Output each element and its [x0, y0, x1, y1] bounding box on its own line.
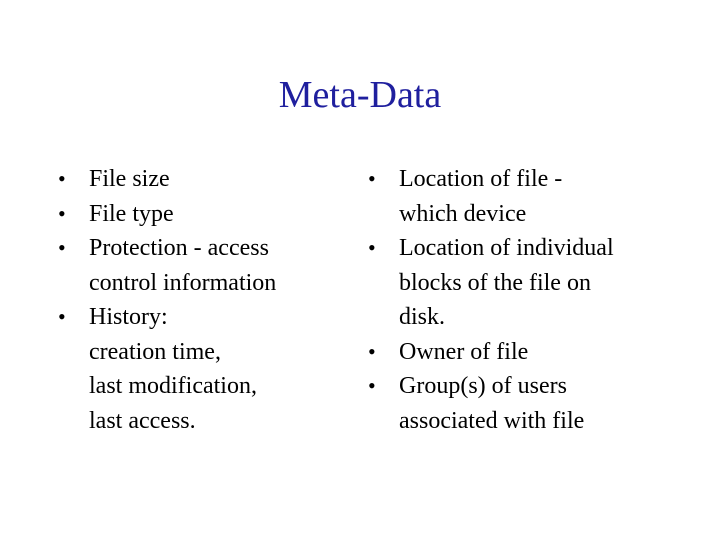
bullet-text [89, 231, 328, 300]
bullet-item [58, 300, 328, 438]
bullet-text [399, 335, 688, 370]
bullet-text [89, 300, 328, 438]
bullet-icon: • [368, 373, 376, 398]
bullet-text-line: History: [89, 304, 168, 330]
bullet-text-line: Group(s) of users [399, 373, 567, 399]
bullet-text-line: blocks of the file on [399, 269, 591, 296]
bullet-text [89, 162, 328, 197]
right-bullet-list [368, 162, 688, 438]
bullet-item [58, 162, 328, 197]
bullet-text-line: disk. [399, 304, 446, 330]
bullet-text-line: Protection - access [89, 235, 269, 261]
bullet-icon: • [58, 235, 66, 260]
bullet-text-line: associated with file [399, 407, 585, 434]
bullet-text-line: which device [399, 200, 527, 227]
bullet-item [368, 231, 688, 335]
bullet-icon: • [368, 338, 376, 364]
bullet-text [399, 369, 688, 438]
bullet-item [368, 369, 688, 438]
bullet-text-line: Owner of file [399, 338, 529, 365]
bullet-text [399, 162, 688, 231]
bullet-icon: • [368, 235, 376, 260]
bullet-item [58, 231, 328, 300]
bullet-item [368, 335, 688, 370]
bullet-icon: • [58, 304, 66, 329]
bullet-text-line: Location of individual [399, 235, 614, 261]
bullet-text-line: last modification, [89, 373, 257, 399]
left-bullet-list [58, 162, 328, 438]
bullet-icon: • [368, 166, 376, 191]
bullet-icon: • [58, 166, 66, 191]
bullet-icon: • [58, 200, 66, 226]
bullet-text-line: File type [89, 200, 174, 227]
bullet-text [399, 231, 688, 335]
bullet-item [368, 162, 688, 231]
bullet-text-line: control information [89, 269, 277, 296]
bullet-text [89, 197, 328, 232]
bullet-text-line: last access. [89, 407, 196, 434]
slide-title: Meta-Data [278, 74, 442, 116]
bullet-text-line: File size [89, 166, 170, 192]
bullet-text-line: creation time, [89, 338, 221, 365]
bullet-text-line: Location of file - [399, 166, 563, 192]
bullet-item [58, 197, 328, 232]
